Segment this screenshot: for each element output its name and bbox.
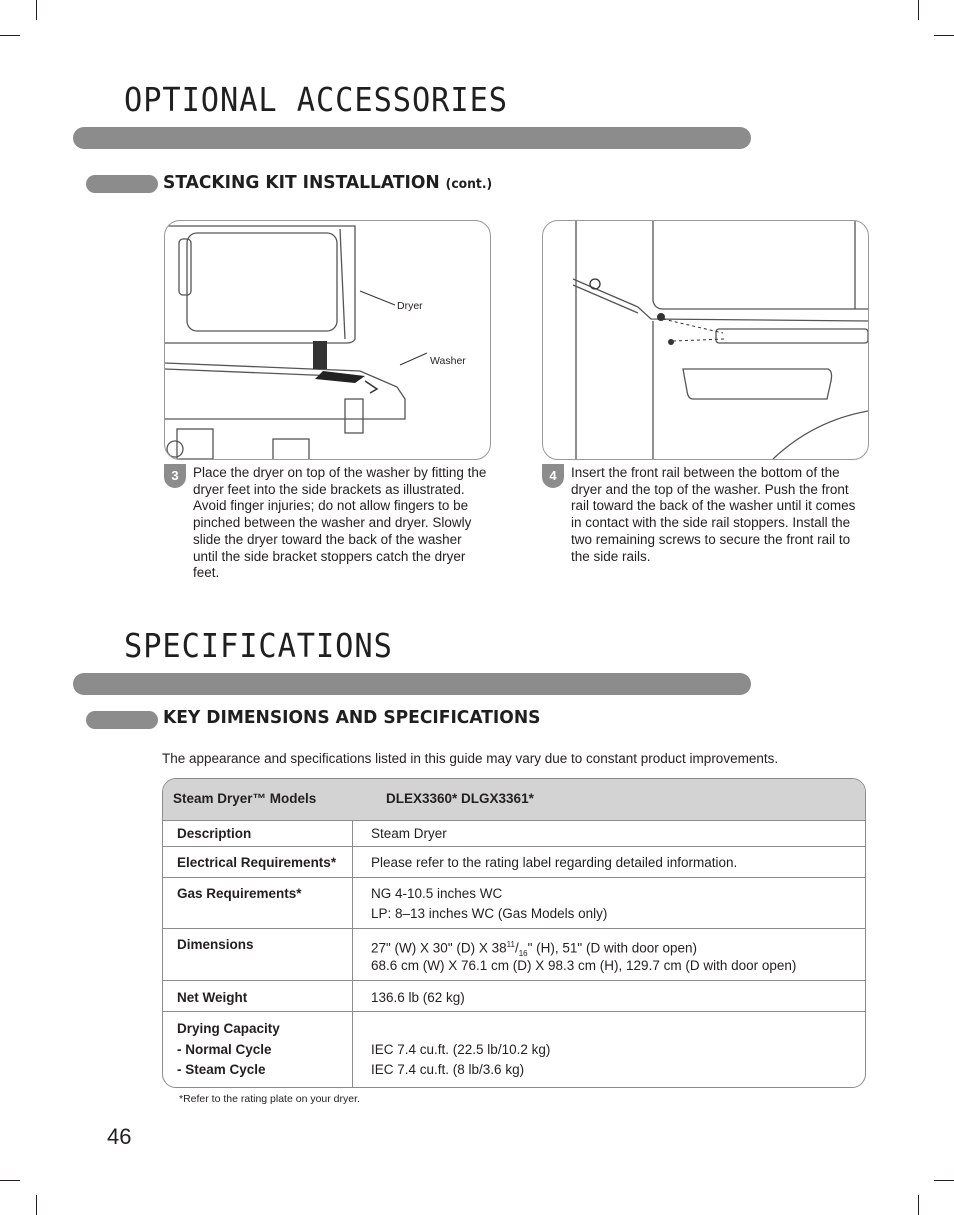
step-3-text: Place the dryer on top of the washer by fitting the dryer feet into the side brackets as illustrated. Avoid finger injuries; do not allow fingers to be pinched between the washer and dryer. Slowly slide the dryer toward the back of the washer until the side bracket stoppers catch the dryer feet.: [193, 465, 487, 581]
row-label: Dimensions: [177, 937, 254, 952]
row-value: 136.6 lb (62 kg): [371, 990, 465, 1005]
table-header: [163, 779, 865, 821]
section-subtitle: [163, 172, 492, 193]
table-row: [163, 929, 865, 981]
row-value: Steam Dryer: [371, 826, 447, 841]
row-value-line-2: LP: 8–13 inches WC (Gas Models only): [371, 906, 608, 921]
crop-mark: [0, 1180, 20, 1181]
row-value: NG 4-10.5 inches WC: [371, 886, 503, 901]
crop-mark: [36, 0, 37, 20]
table-header-models: DLEX3360* DLGX3361*: [386, 791, 534, 806]
section-band: [73, 127, 751, 149]
row-label: Net Weight: [177, 990, 248, 1005]
step-4-text: Insert the front rail between the bottom of the dryer and the top of the washer. Push the front rail toward the back of the washer until it comes in contact with the side rail stoppers. Install the two remaining screws to secure the front rail to the side rails.: [571, 465, 856, 564]
table-row: [163, 878, 865, 929]
column-divider: [352, 981, 353, 1011]
page-title: OPTIONAL ACCESSORIES: [124, 80, 508, 119]
row-label: Drying Capacity: [177, 1021, 280, 1036]
row-value: Please refer to the rating label regarding detailed information.: [371, 855, 738, 870]
specifications-title: SPECIFICATIONS: [124, 626, 393, 665]
dryer-callout: Dryer: [397, 300, 423, 312]
washer-callout: Washer: [430, 355, 466, 367]
specs-table: [162, 778, 866, 1088]
dimension-text-rest: " (H), 51" (D with door open): [527, 940, 698, 956]
table-row: [163, 847, 865, 878]
specs-intro: The appearance and specifications listed in this guide may vary due to constant product improvements.: [162, 751, 779, 766]
crop-mark: [0, 35, 20, 36]
specifications-pill: [86, 711, 158, 729]
row-label-steam: - Steam Cycle: [177, 1062, 266, 1077]
column-divider: [352, 1012, 353, 1088]
page-number: 46: [107, 1124, 132, 1149]
front-rail-drawing: [543, 221, 868, 459]
column-divider: [352, 821, 353, 846]
column-divider: [352, 847, 353, 877]
crop-mark: [918, 1195, 919, 1215]
specifications-band: [73, 673, 751, 695]
row-value-line-2: 68.6 cm (W) X 76.1 cm (D) X 98.3 cm (H), 129.7 cm (D with door open): [371, 958, 797, 973]
row-value-normal: IEC 7.4 cu.ft. (22.5 lb/10.2 kg): [371, 1042, 551, 1057]
step-3-badge: 3: [164, 464, 186, 488]
row-label: Description: [177, 826, 252, 841]
dryer-on-washer-drawing: [165, 221, 490, 459]
table-header-label: Steam Dryer™ Models: [173, 791, 317, 806]
fraction-slash: /: [514, 940, 519, 956]
row-value-steam: IEC 7.4 cu.ft. (8 lb/3.6 kg): [371, 1062, 525, 1077]
table-row: [163, 821, 865, 847]
section-pill: [86, 175, 158, 193]
column-divider: [352, 878, 353, 928]
key-dimensions-title: KEY DIMENSIONS AND SPECIFICATIONS: [163, 707, 541, 728]
row-label: Electrical Requirements*: [177, 855, 337, 870]
table-row: [163, 1012, 865, 1088]
row-label-normal: - Normal Cycle: [177, 1042, 272, 1057]
step-4-badge: 4: [542, 464, 564, 488]
fraction-numerator: 11: [506, 940, 515, 949]
subtitle-suffix: (cont.): [445, 177, 493, 192]
crop-mark: [36, 1195, 37, 1215]
crop-mark: [918, 0, 919, 20]
column-divider: [352, 929, 353, 980]
crop-mark: [934, 1180, 954, 1181]
fraction-denominator: 16: [518, 949, 528, 959]
subtitle-text: STACKING KIT INSTALLATION: [163, 172, 440, 193]
step-3-illustration: [164, 220, 491, 460]
row-label: Gas Requirements*: [177, 886, 302, 901]
footnote: *Refer to the rating plate on your dryer.: [179, 1093, 360, 1105]
table-row: [163, 981, 865, 1012]
dimension-text: 27" (W) X 30" (D) X 38: [371, 940, 507, 956]
step-4-illustration: [542, 220, 869, 460]
crop-mark: [934, 35, 954, 36]
